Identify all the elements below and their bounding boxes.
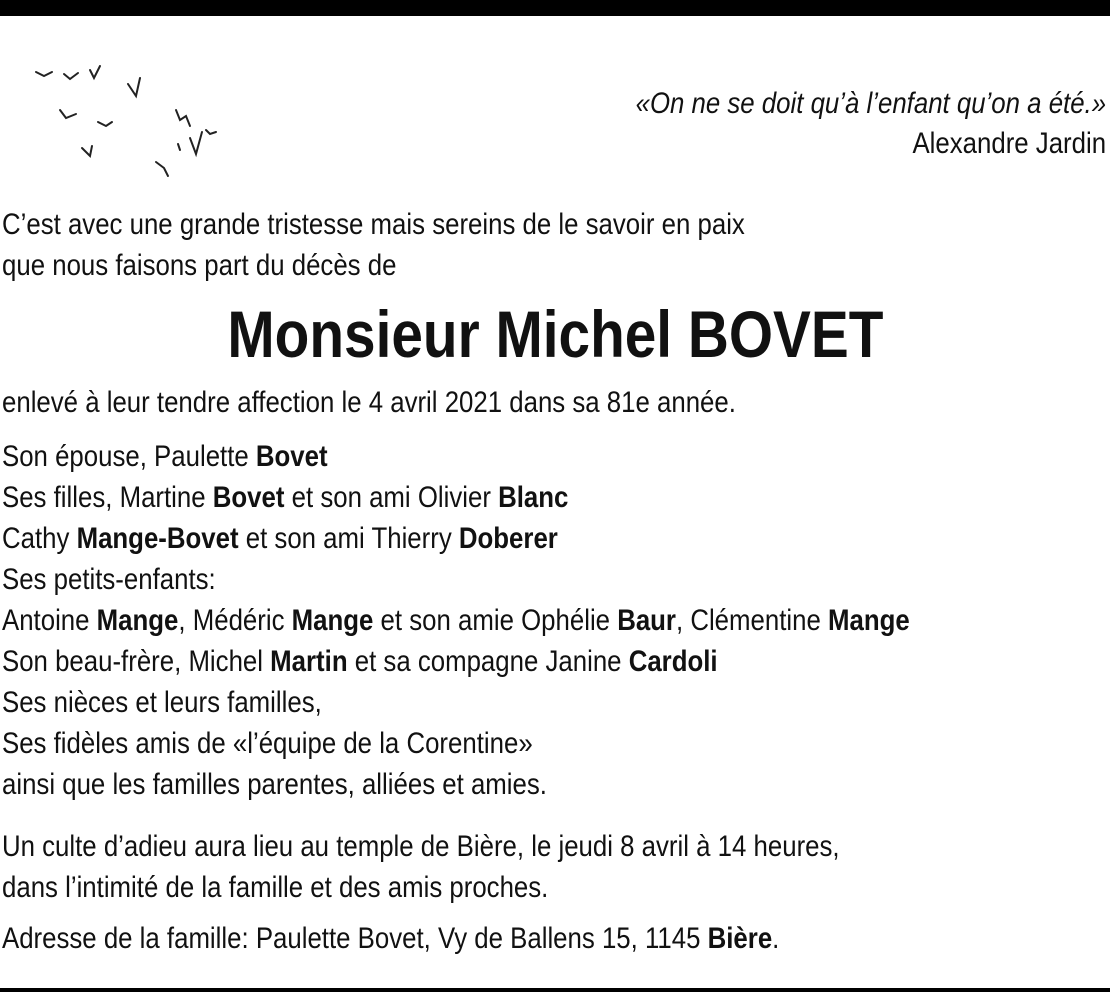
top-border-rule xyxy=(0,0,1110,16)
family-surname: Cardoli xyxy=(628,645,718,678)
family-address xyxy=(2,918,1110,959)
family-surname: Mange xyxy=(291,604,374,637)
service-line: Un culte d’adieu aura lieu au temple de Bière, le jeudi 8 avril à 14 heures, xyxy=(2,830,840,863)
intro-line: que nous faisons part du décès de xyxy=(2,249,397,282)
quote-text: «On ne se doit qu’à l’enfant qu’on a été.» xyxy=(635,87,1106,120)
flying-birds-icon xyxy=(28,58,228,188)
family-surname: Blanc xyxy=(498,481,569,514)
family-line-daughter xyxy=(2,477,1110,518)
family-text: Antoine xyxy=(2,604,97,637)
service-line: dans l’intimité de la famille et des amis proches. xyxy=(2,871,549,904)
family-surname: Baur xyxy=(617,604,676,637)
address-text: Adresse de la famille: Paulette Bovet, Vy de Ballens 15, 1145 xyxy=(2,922,708,955)
service-announcement xyxy=(2,826,1110,908)
family-line-friends: Ses fidèles amis de «l’équipe de la Corentine» xyxy=(2,727,533,760)
family-text: Ses filles, Martine xyxy=(2,481,213,514)
family-line-grandchildren-heading: Ses petits-enfants: xyxy=(2,563,216,596)
intro-line: C’est avec une grande tristesse mais sereins de le savoir en paix xyxy=(2,208,745,241)
family-line-nieces: Ses nièces et leurs familles, xyxy=(2,686,322,719)
quote-author: Alexandre Jardin xyxy=(912,127,1106,160)
family-surname: Mange xyxy=(827,604,910,637)
family-text: Son beau-frère, Michel xyxy=(2,645,271,678)
family-list xyxy=(2,436,1110,805)
address-town: Bière xyxy=(707,922,773,955)
family-surname: Bovet xyxy=(255,440,328,473)
family-line-grandchildren xyxy=(2,600,1110,641)
family-surname: Mange xyxy=(96,604,179,637)
family-text: Cathy xyxy=(2,522,77,555)
family-surname: Mange-Bovet xyxy=(76,522,239,555)
death-date-text: enlevé à leur tendre affection le 4 avril 2021 dans sa 81e année. xyxy=(2,386,736,419)
family-line-brother-in-law xyxy=(2,641,1110,682)
bottom-border-rule xyxy=(0,988,1110,992)
family-text: et sa compagne Janine xyxy=(347,645,629,678)
family-surname: Bovet xyxy=(212,481,285,514)
family-text: , Clémentine xyxy=(675,604,828,637)
death-date-line xyxy=(2,382,1110,423)
deceased-name-text: Monsieur Michel BOVET xyxy=(227,297,883,371)
family-text: , Médéric xyxy=(178,604,292,637)
family-surname: Doberer xyxy=(458,522,558,555)
family-line-spouse xyxy=(2,436,1110,477)
address-line xyxy=(2,918,1110,959)
deceased-name xyxy=(0,294,1110,374)
epigraph xyxy=(636,84,1106,164)
family-text: Son épouse, Paulette xyxy=(2,440,256,473)
family-line-relatives: ainsi que les familles parentes, alliées et amies. xyxy=(2,768,547,801)
family-text: et son ami Thierry xyxy=(238,522,459,555)
family-text: et son ami Olivier xyxy=(284,481,499,514)
address-text: . xyxy=(772,922,780,955)
intro-text xyxy=(2,204,1110,286)
family-text: et son amie Ophélie xyxy=(373,604,618,637)
family-surname: Martin xyxy=(270,645,348,678)
family-line-daughter xyxy=(2,518,1110,559)
